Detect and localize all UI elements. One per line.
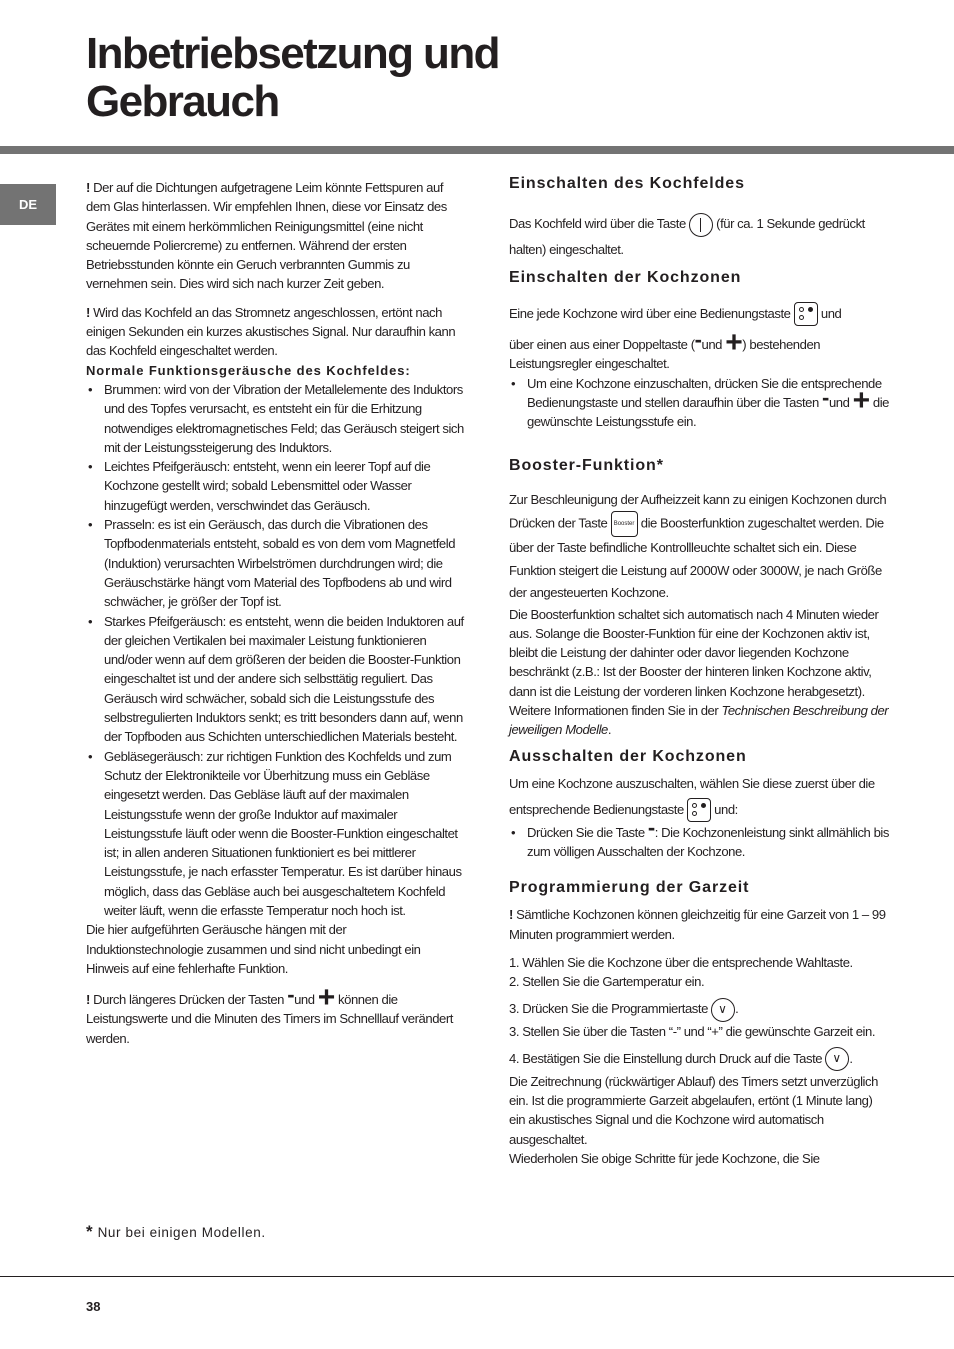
timer-step-3: 3. Drücken Sie die Programmiertaste ∨ . [509, 995, 889, 1022]
timer-step-4: 4. Bestätigen Sie die Einstellung durch Druck auf die Taste ∨ . [509, 1046, 889, 1072]
title-line-2: Gebrauch [86, 77, 279, 126]
noise-term: Starkes Pfeifgeräusch: [104, 613, 226, 629]
footnote-star: * [86, 1222, 94, 1241]
list-item [86, 457, 466, 515]
warning-mark: ! [86, 304, 90, 320]
minus-icon: - [287, 982, 295, 1008]
list-item [86, 747, 466, 921]
left-column [86, 178, 466, 1048]
timer-icon: ∨ [711, 998, 735, 1022]
list-item: • Drücken Sie die Taste -: Die Kochzonenleistung sinkt allmählich bis zum völligen Ausschalten der Kochzone. [509, 823, 889, 862]
list-item [86, 515, 466, 611]
note-signal [86, 303, 466, 361]
power-on-text: Das Kochfeld wird über die Taste (für ca. 1 Sekunde gedrückt halten) eingeschaltet. [509, 211, 889, 262]
noise-term: Leichtes Pfeifgeräusch: [104, 459, 230, 475]
section-title-timer: Programmierung der Garzeit [509, 879, 750, 897]
footer-rule [0, 1276, 954, 1277]
zone-select-icon [794, 302, 818, 326]
noise-summary: Die hier aufgeführten Geräusche hängen mit der Induktionstechnologie zusammen und sind nicht unbedingt ein Hinweis auf eine fehlerhafte Funktion. [86, 922, 421, 976]
noise-heading: Normale Funktionsgeräusche des Kochfeldes: [86, 362, 411, 378]
timer-step-3b: 3. Stellen Sie über die Tasten “-” und “+” die gewünschte Garzeit ein. [509, 1024, 876, 1040]
list-item: • Um eine Kochzone einzuschalten, drücken Sie die entsprechende Bedienungstaste und stellen daraufhin über die Tasten -und + die gewünschte Leistungsstufe ein. [509, 374, 889, 432]
note-fast-change: ! Durch längeres Drücken der Tasten -und + können die Leistungswerte und die Minuten des Timers im Schnelllauf verändert werden. [86, 981, 453, 1046]
timer-repeat-text: Wiederholen Sie obige Schritte für jede Kochzone, die Sie [509, 1150, 820, 1166]
zone-select-icon [687, 798, 711, 822]
timer-icon: ∨ [825, 1047, 849, 1071]
minus-icon: - [822, 384, 829, 410]
noise-text: es ist ein Geräusch, das durch die Vibrationen des Topfbodenmaterials entsteht, sobald es von dem vom Magnetfeld (Induktion) verursachten Wirbelströmen durchdrungen wird; die Geräuschstärke hängt vom Material des Topfbodens ab und wird schwächer, je größer der Topf ist. [104, 517, 456, 610]
right-column [509, 174, 889, 1168]
warning-mark: ! [509, 907, 513, 923]
zones-off-list [509, 814, 889, 862]
note-glue [86, 178, 466, 294]
booster-icon: Booster [611, 511, 638, 537]
page-number: 38 [86, 1299, 101, 1314]
noise-text: wird von der Vibration der Metallelemente des Induktors und des Topfes verursacht, es entsteht ein für die Erhitzung notwendiges elektromagnetisches Feld; das Geräusch steigert sich mit der Leistungssteigerung des Induktors. [104, 381, 464, 455]
booster-text-2: Die Boosterfunktion schaltet sich automatisch nach 4 Minuten wieder aus. Solange die Booster-Funktion für eine der Kochzonen aktiv ist, bleibt die Leistung der dahinter oder davor liegenden Kochzone beschränkt (z.B.: Ist der Booster der hinteren linken Kochzone aktiv, dann ist die Leistung der vorderen linken Kochzone herabgesetzt). Weitere Informationen finden Sie in der Technischen Beschreibung der jeweiligen Modelle. [509, 606, 889, 738]
timer-note: ! Sämtliche Kochzonen können gleichzeitig für eine Garzeit von 1 – 99 Minuten programmiert werden. [509, 907, 886, 942]
zones-off-text: Um eine Kochzone auszuschalten, wählen Sie diese zuerst über die entsprechende Bedienungstaste und: [509, 771, 889, 823]
footnote-text: Nur bei einigen Modellen. [93, 1225, 266, 1240]
list-item [86, 612, 466, 747]
power-icon [689, 213, 713, 237]
noise-list [86, 380, 466, 920]
minus-icon: - [694, 327, 702, 353]
section-title-zones-off: Ausschalten der Kochzonen [509, 747, 747, 765]
booster-text-1: Zur Beschleunigung der Aufheizzeit kann zu einigen Kochzonen durch Drücken der Taste Booster die Boosterfunktion zugeschaltet werden. Die über der Taste befindliche Kontrollleuchte schaltet sich ein. Diese Funktion steigert die Leistung auf 2000W oder 3000W, je nach Größe der angesteuerten Kochzone. [509, 491, 887, 601]
noise-term: Prasseln: [104, 517, 155, 533]
timer-step-2: 2. Stellen Sie die Gartemperatur ein. [509, 974, 705, 990]
list-item [86, 380, 466, 457]
plus-icon: + [725, 326, 743, 360]
header-rule [0, 146, 954, 154]
plus-icon: + [317, 981, 335, 1015]
zones-on-text-2: über einen aus einer Doppeltaste (-und +) bestehenden Leistungsregler eingeschaltet. [509, 326, 821, 372]
warning-mark: ! [86, 180, 90, 195]
page-title [86, 30, 499, 126]
noise-text: entsteht, wenn ein leerer Topf auf die Kochzone gestellt wird; sobald Lebensmittel oder Wasser hinzugefügt werden, verschwindet das Geräusch. [104, 459, 431, 513]
zones-on-text-1: Eine jede Kochzone wird über eine Bedienungstaste und [509, 302, 889, 327]
section-title-power-on: Einschalten des Kochfeldes [509, 175, 745, 192]
footnote [86, 1222, 266, 1242]
title-line-1: Inbetriebsetzung und [86, 29, 499, 78]
noise-term: Gebläsegeräusch: [104, 748, 204, 764]
note-signal-text: Wird das Kochfeld an das Stromnetz angeschlossen, ertönt nach einigen Sekunden ein kurzes akustisches Signal. Nur daraufhin kann das Kochfeld eingeschaltet werden. [86, 304, 456, 359]
section-title-booster: Booster-Funktion* [509, 456, 664, 474]
noise-text: zur richtigen Funktion des Kochfelds und zum Schutz der Elektronikteile vor Überhitzung muss ein Gebläse eingesetzt werden. Das Gebläse läuft auf der maximalen Leistungsstufe wenn der große Induktor auf maximaler Leistungsstufe läuft oder wenn die Booster-Funktion eingeschaltet ist; in allen anderen Situationen funktioniert es bei mittlerer Leistungsstufe, je nach erfasster Temperatur. Es ist darüber hinaus möglich, dass das Gebläse auch bei ausgeschaltetem Kochfeld weiter läuft, wenn die erfasste Temperatur noch hoch ist. [104, 748, 462, 918]
noise-text: es entsteht, wenn die beiden Induktoren auf der gleichen Vertikalen bei maximaler Leistung funktionieren und/oder wenn auf dem größeren der beiden die Booster-Funktion eingeschaltet ist und der andere sich selbsttätig reguliert. Das Geräusch wird schwächer, sobald sich die Leistungsstufe des selbstregulierten Induktors senkt; es tritt besonders dann auf, wenn der Topfboden aus Schichten unterschiedlichen Materials besteht. [104, 613, 464, 745]
language-tab: DE [0, 184, 56, 225]
timer-step-1: 1. Wählen Sie die Kochzone über die entsprechende Wahltaste. [509, 954, 853, 970]
minus-icon: - [647, 814, 655, 840]
section-title-zones-on: Einschalten der Kochzonen [509, 268, 742, 286]
noise-term: Brummen: [104, 381, 161, 397]
warning-mark: ! [86, 992, 90, 1008]
plus-icon: + [852, 383, 870, 417]
note-glue-text: Der auf die Dichtungen aufgetragene Leim könnte Fettspuren auf dem Glas hinterlassen. Wir empfehlen Ihnen, diese vor Einsatz des Gerätes mit einem herkömmlichen Reinigungsmittel (eine nicht scheuernde Poliercreme) zu entfernen. Während der ersten Betriebsstunden könnte ein Geruch verbrannten Gummis zu vernehmen sein. Dies wird sich nach kurzer Zeit geben. [86, 180, 447, 292]
zones-on-list [509, 374, 889, 432]
timer-countdown-text: Die Zeitrechnung (rückwärtiger Ablauf) des Timers setzt unverzüglich ein. Ist die programmierte Garzeit abgelaufen, ertönt (1 Minute lang) ein akustisches Signal und die Kochzone wird automatisch ausgeschaltet. [509, 1073, 878, 1147]
booster-reference: Technischen Beschreibung der jeweiligen Modelle [509, 703, 889, 738]
